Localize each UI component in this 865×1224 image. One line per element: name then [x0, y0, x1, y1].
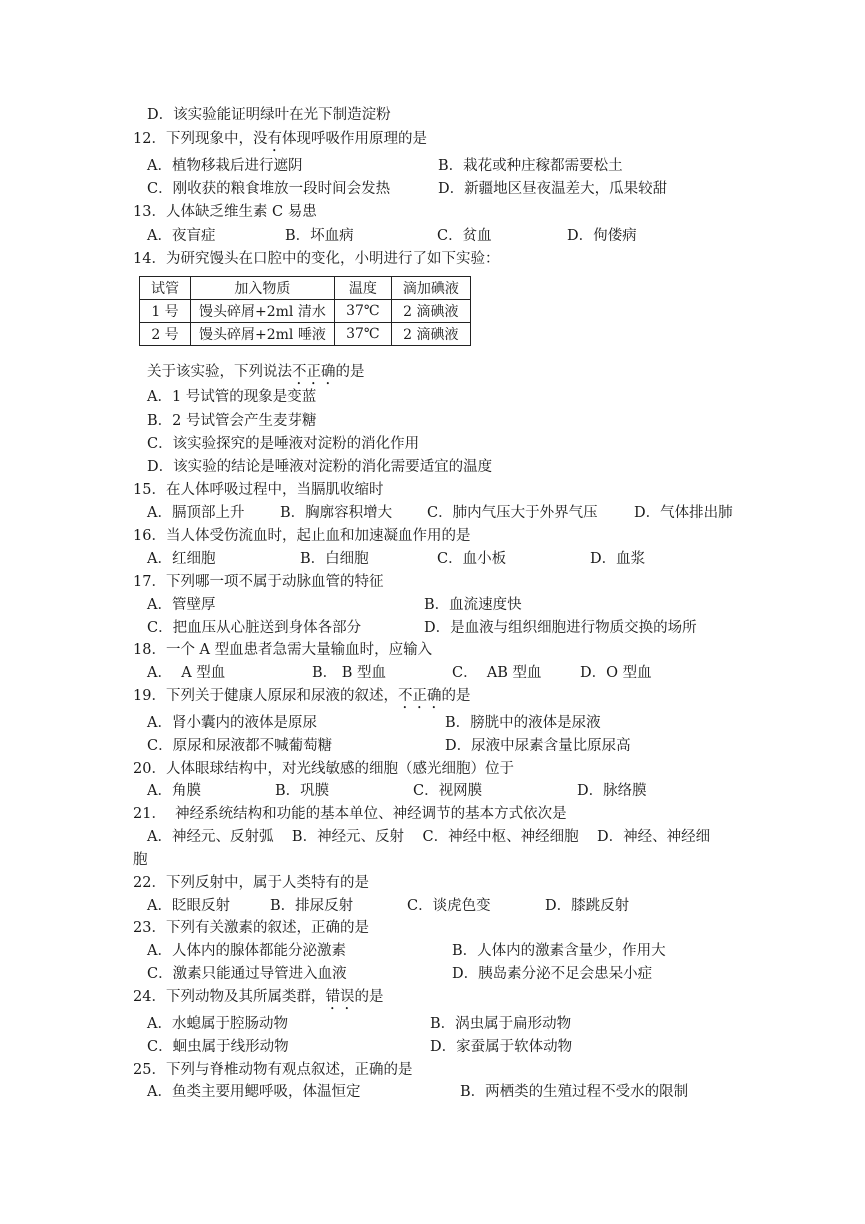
q18-stem: 18．一个 A 型血患者急需大量输血时，应输入 — [133, 642, 433, 658]
table-cell: 1 号 — [140, 300, 191, 323]
q19-option-d: D．尿液中尿素含量比原尿高 — [445, 738, 631, 754]
q21-stem: 21． 神经系统结构和功能的基本单位、神经调节的基本方式依次是 — [133, 806, 567, 822]
q22-option-d: D．膝跳反射 — [545, 898, 630, 914]
q14-option-a: A．1 号试管的现象是变蓝 — [147, 389, 317, 405]
q13-stem: 13．人体缺乏维生素 C 易患 — [133, 204, 317, 220]
table-header: 滴加碘液 — [391, 277, 470, 300]
q23-option-c: C．激素只能通过导管进入血液 — [147, 966, 347, 982]
q22-option-a: A．眨眼反射 — [147, 898, 230, 914]
q11-option-d: D．该实验能证明绿叶在光下制造淀粉 — [147, 107, 391, 123]
q14-option-c: C．该实验探究的是唾液对淀粉的消化作用 — [147, 436, 420, 452]
table-header-row — [140, 277, 471, 300]
q14-option-d: D．该实验的结论是唾液对淀粉的消化需要适宜的温度 — [147, 459, 493, 475]
q18-option-d: D．O 型血 — [580, 665, 652, 681]
q20-option-b: B．巩膜 — [275, 783, 330, 799]
q13-option-d: D．佝偻病 — [567, 228, 637, 244]
table-cell: 37℃ — [334, 323, 391, 346]
table-header: 温度 — [334, 277, 391, 300]
q17-option-a: A．管壁厚 — [147, 597, 216, 613]
table-cell: 2 滴碘液 — [391, 323, 470, 346]
q25-stem: 25．下列与脊椎动物有观点叙述，正确的是 — [133, 1062, 413, 1078]
q16-option-a: A．红细胞 — [147, 551, 216, 567]
q23-option-b: B．人体内的激素含量少，作用大 — [452, 943, 666, 959]
table-cell: 馒头碎屑+2ml 唾液 — [191, 323, 335, 346]
q15-option-c: C．肺内气压大于外界气压 — [427, 505, 598, 521]
q15-stem: 15．在人体呼吸过程中，当膈肌收缩时 — [133, 482, 384, 498]
q17-stem: 17．下列哪一项不属于动脉血管的特征 — [133, 574, 384, 590]
q19-option-a: A．肾小囊内的液体是原尿 — [147, 715, 317, 731]
q25-option-b: B．两栖类的生殖过程不受水的限制 — [460, 1084, 689, 1100]
q23-option-d: D．胰岛素分泌不足会患呆小症 — [452, 966, 653, 982]
q20-stem: 20．人体眼球结构中，对光线敏感的细胞（感光细胞）位于 — [133, 761, 514, 777]
q18-option-a: A． A 型血 — [147, 665, 226, 681]
q13-option-b: B．坏血病 — [285, 228, 354, 244]
table-cell: 2 号 — [140, 323, 191, 346]
q24-option-c: C．蛔虫属于线形动物 — [147, 1039, 289, 1055]
q20-option-c: C．视网膜 — [413, 783, 483, 799]
q16-option-d: D．血浆 — [590, 551, 646, 567]
table-header: 加入物质 — [191, 277, 335, 300]
q19-option-c: C．原尿和尿液都不喊葡萄糖 — [147, 738, 333, 754]
q25-option-a: A．鱼类主要用鳃呼吸，体温恒定 — [147, 1084, 361, 1100]
q17-option-b: B．血流速度快 — [424, 597, 522, 613]
q21-options-wrap: 胞 — [133, 852, 148, 868]
table-cell: 2 滴碘液 — [391, 300, 470, 323]
q23-stem: 23．下列有关激素的叙述，正确的是 — [133, 920, 369, 936]
q12-option-a: A．植物移栽后进行遮阴 — [147, 158, 303, 174]
q22-stem: 22．下列反射中，属于人类特有的是 — [133, 875, 369, 891]
q12-stem: 12．下列现象中，没有体现呼吸作用原理的是 — [133, 131, 427, 147]
q13-option-a: A．夜盲症 — [147, 228, 216, 244]
emphasis-text: 不正确 — [397, 688, 442, 704]
table-cell: 37℃ — [334, 300, 391, 323]
q24-stem: 24．下列动物及其所属类群，错误的是 — [133, 989, 384, 1005]
q12-option-d: D．新疆地区昼夜温差大，瓜果较甜 — [438, 181, 668, 197]
q15-option-d: D．气体排出肺 — [634, 505, 733, 521]
q18-option-b: B． B 型血 — [312, 665, 387, 681]
table-cell: 馒头碎屑+2ml 清水 — [191, 300, 335, 323]
emphasis-text: 错误 — [325, 989, 355, 1005]
q22-option-b: B．排尿反射 — [270, 898, 354, 914]
q24-option-a: A．水螅属于腔肠动物 — [147, 1016, 288, 1032]
q14-stem: 14．为研究馒头在口腔中的变化，小明进行了如下实验： — [133, 251, 500, 267]
q20-option-a: A．角膜 — [147, 783, 201, 799]
emphasis-text: 有 — [267, 131, 282, 147]
q14-question: 关于该实验，下列说法不正确的是 — [147, 364, 365, 380]
q14-option-b: B．2 号试管会产生麦芽糖 — [147, 413, 317, 429]
q16-stem: 16．当人体受伤流血时，起止血和加速凝血作用的是 — [133, 528, 471, 544]
q21-options: A．神经元、反射弧 B．神经元、反射 C．神经中枢、神经细胞 D．神经、神经细 — [147, 829, 711, 845]
q12-option-b: B．栽花或种庄稼都需要松土 — [438, 158, 623, 174]
q24-option-d: D．家蚕属于软体动物 — [430, 1039, 573, 1055]
q20-option-d: D．脉络膜 — [577, 783, 647, 799]
q12-option-c: C．刚收获的粮食堆放一段时间会发热 — [147, 181, 391, 197]
q15-option-b: B．胸廓容积增大 — [280, 505, 393, 521]
q23-option-a: A．人体内的腺体都能分泌激素 — [147, 943, 346, 959]
q13-option-c: C．贫血 — [437, 228, 492, 244]
emphasis-text: 不正确 — [292, 364, 336, 380]
q16-option-b: B．白细胞 — [300, 551, 369, 567]
q19-stem: 19．下列关于健康人原尿和尿液的叙述，不正确的是 — [133, 688, 471, 704]
q15-option-a: A．膈顶部上升 — [147, 505, 245, 521]
q24-option-b: B．涡虫属于扁形动物 — [430, 1016, 572, 1032]
table-header: 试管 — [140, 277, 191, 300]
q16-option-c: C．血小板 — [437, 551, 507, 567]
q17-option-d: D．是血液与组织细胞进行物质交换的场所 — [424, 620, 697, 636]
q17-option-c: C．把血压从心脏送到身体各部分 — [147, 620, 362, 636]
q22-option-c: C．谈虎色变 — [407, 898, 491, 914]
q18-option-c: C． AB 型血 — [452, 665, 542, 681]
table-row — [140, 300, 471, 323]
q19-option-b: B．膀胱中的液体是尿液 — [445, 715, 601, 731]
experiment-table — [139, 276, 471, 346]
table-row — [140, 323, 471, 346]
